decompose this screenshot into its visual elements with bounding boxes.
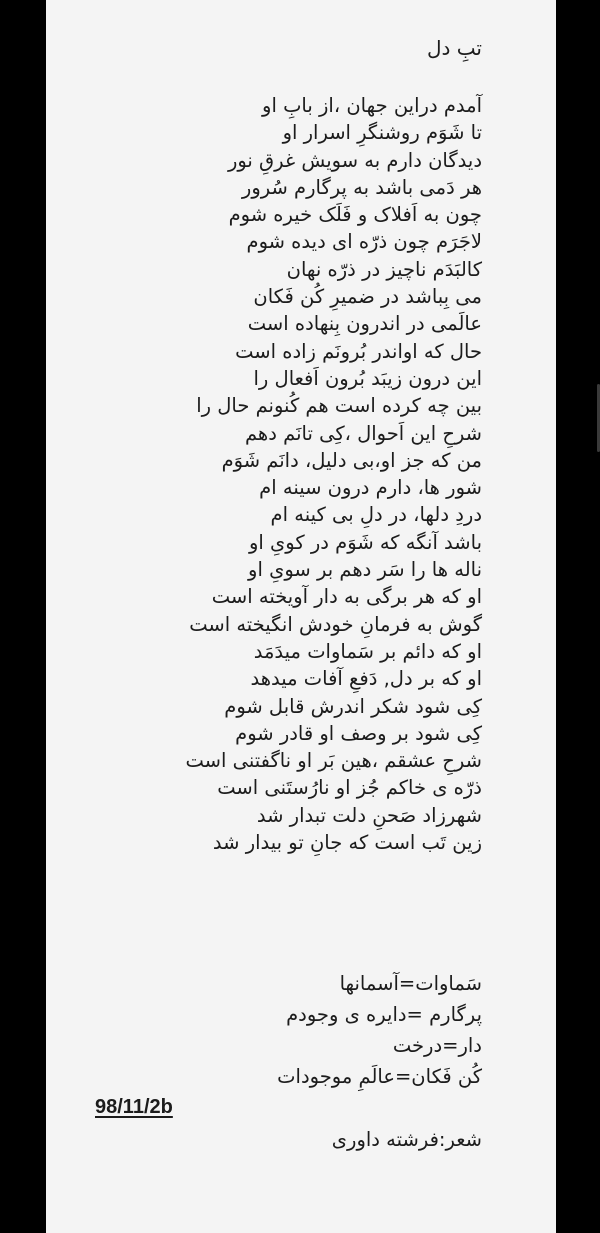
poem-line: ناله ها را سَر دهم بر سویِ او [248,558,482,582]
poem-line: تا شَوَم روشنگرِ اسرار او [282,121,482,145]
glossary-item: پرگارم =دایره ی وجودم [286,1003,482,1026]
poem-line: شرحِ عشقم ،هین بَر او ناگفتنی است [185,749,482,773]
poem-line: آمدم دراین جهان ،از بابِ او [262,94,482,117]
poem-line: عالَمی در اندرون بِنهاده است [247,312,482,336]
poem-body [185,92,482,856]
poem-line: او که بر دل, دَفعِ آفات میدهد [250,667,482,691]
poem-line: حال که اواندر بُرونَم زاده است [235,339,482,363]
poem-line: شور ها، دارم درون سینه ام [259,476,482,500]
poem-line: باشد آنگه که شَوَم در کویِ او [249,530,482,554]
poem-line: شهرزاد صَحنِ دلت تبدار شد [256,803,482,827]
poem-line: او که هر برگی به دار آویخته است [211,585,482,609]
poem-line: او که دائم بر سَماوات میدَمَد [253,639,482,663]
author-credit: شعر:فرشته داوری [331,1128,482,1151]
glossary [277,968,482,1092]
poem-line: چون به اَفلاک و فَلَک خیره شوم [228,203,482,227]
glossary-item: سَماوات=آسمانها [339,972,482,995]
poem-line: دردِ دلها، در دلِ بی کینه ام [270,503,482,527]
poem-line: کِی شود بر وصف او قادر شوم [235,721,482,745]
date-stamp: 98/11/2b [95,1096,173,1118]
poem-line: من که جز او،بی دلیل، دانَم شَوَم [221,448,482,472]
poem-line: لاجَرَم چون ذرّه ای دیده شوم [246,230,482,254]
poem-line: کالبَدَم ناچیز در ذرّه نهان [286,257,482,281]
poem-line: هر دَمی باشد به پرگارم سُرور [241,175,482,199]
glossary-item: دار=درخت [392,1034,482,1057]
poem-line: زین تَب است که جانِ تو بیدار شد [212,831,482,855]
poem-line: شرحِ این اَحوال ،کِی تانَم دهم [244,421,482,445]
poem-line: دیدگان دارم به سویش غرقِ نور [227,148,482,172]
poem-line: این درون زیبَد بُرون اَفعال را [253,366,482,390]
glossary-item: کُن فَکان=عالَمِ موجودات [277,1065,482,1088]
poem-title: تبِ دل [427,36,482,60]
poem-line: بین چه کرده است هم کُنونم حال را [196,394,482,418]
poem-line: گوش به فرمانِ خودش انگیخته است [189,612,482,636]
poem-line: کِی شود شکر اندرش قابل شوم [224,694,482,718]
poem-line: ذرّه ی خاکم جُز او نارُستَنی است [217,776,482,800]
poem-line: می بِباشد در ضمیرِ کُن فَکان [253,285,482,309]
